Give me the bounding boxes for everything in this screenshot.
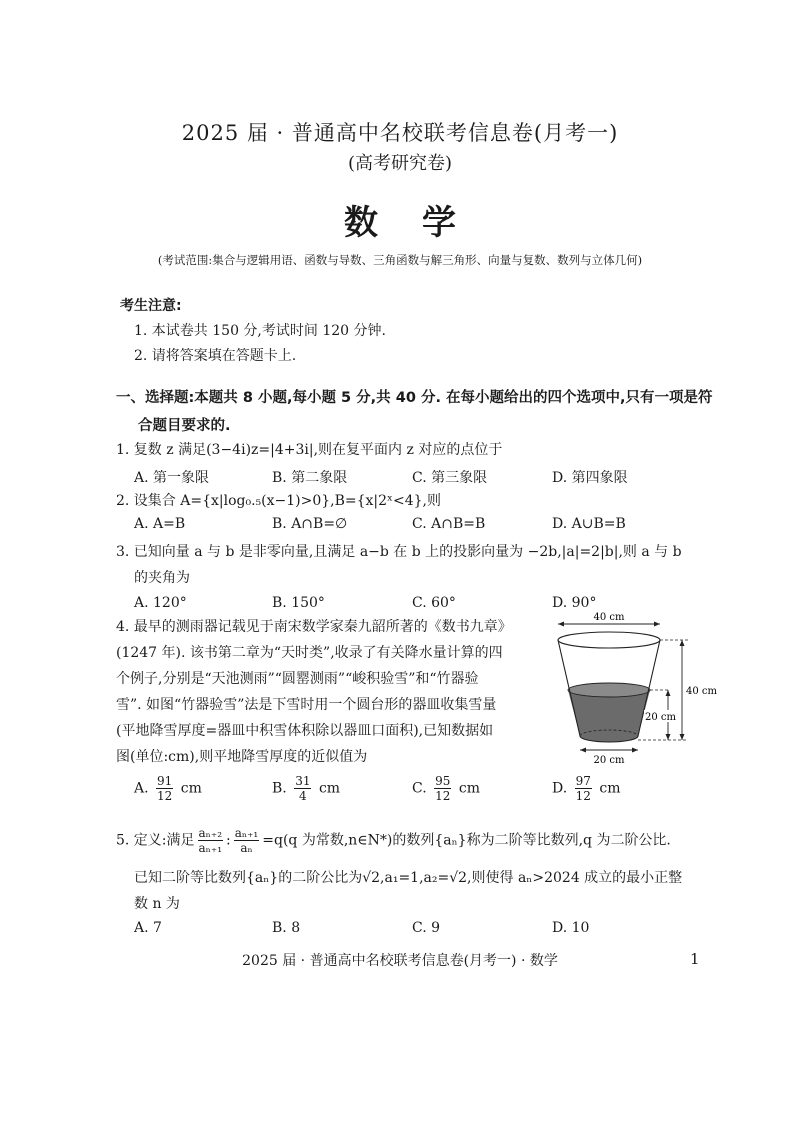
q2-option-a: A. A=B bbox=[134, 516, 186, 532]
numerator: 91 bbox=[157, 774, 173, 788]
notice-item-1: 1. 本试卷共 150 分,考试时间 120 分钟. bbox=[134, 323, 386, 339]
fraction bbox=[294, 774, 311, 803]
numerator: aₙ₊₁ bbox=[234, 826, 259, 840]
arrowhead bbox=[558, 622, 564, 627]
option-label: A. bbox=[134, 780, 149, 797]
q5-line2: 已知二阶等比数列{aₙ}的二阶公比为√2,a₁=1,a₂=√2,则使得 aₙ>2024 成立的最小正整 bbox=[134, 870, 683, 886]
q4-option-c bbox=[412, 774, 480, 803]
q3-line1: 3. 已知向量 a 与 b 是非零向量,且满足 a−b 在 b 上的投影向量为 −2b,|a|=2|b|,则 a 与 b bbox=[116, 544, 682, 560]
q4-option-b bbox=[272, 774, 340, 803]
q2-option-d: D. A∪B=B bbox=[552, 516, 626, 532]
q4-line: 4. 最早的测雨器记载见于南宋数学家秦九韶所著的《数书九章》 bbox=[116, 619, 512, 635]
q3-option-b: B. 150° bbox=[272, 595, 325, 611]
q4-line: 图(单位:cm),则平地降雪厚度的近似值为 bbox=[116, 749, 368, 765]
q5-prefix: 5. 定义:满足 bbox=[116, 832, 195, 849]
arrowhead bbox=[654, 622, 660, 627]
q1-option-d: D. 第四象限 bbox=[552, 470, 628, 486]
arrowhead bbox=[666, 690, 671, 696]
q3-option-a: A. 120° bbox=[134, 595, 187, 611]
q5-option-a: A. 7 bbox=[134, 920, 162, 936]
q5-option-d: D. 10 bbox=[552, 920, 590, 936]
q4-line: 个例子,分别是“天池测雨”“圆罂测雨”“峻积验雪”和“竹器验 bbox=[116, 671, 479, 687]
unit: cm bbox=[180, 780, 202, 797]
q5-line1 bbox=[116, 826, 671, 855]
q1-stem: 1. 复数 z 满足(3−4i)z=|4+3i|,则在复平面内 z 对应的点位于 bbox=[116, 442, 503, 458]
q2-stem: 2. 设集合 A={x|log₀.₅(x−1)>0},B={x|2ˣ<4},则 bbox=[116, 493, 441, 509]
fraction bbox=[434, 774, 451, 803]
exam-scope: (考试范围:集合与逻辑用语、函数与导数、三角函数与解三角形、向量与复数、数列与立体几何) bbox=[157, 253, 643, 267]
q4-stem bbox=[116, 614, 552, 770]
q4-option-a bbox=[134, 774, 202, 803]
section-heading-line1: 一、选择题:本题共 8 小题,每小题 5 分,共 40 分. 在每小题给出的四个选项中,只有一项是符 bbox=[116, 390, 713, 406]
unit: cm bbox=[458, 780, 480, 797]
q5-line3: 数 n 为 bbox=[134, 896, 180, 912]
q4-option-d bbox=[552, 774, 621, 803]
subject-title: 数学 bbox=[344, 203, 500, 243]
arrowhead bbox=[580, 748, 586, 753]
arrowhead bbox=[680, 734, 685, 740]
exam-title: 2025 届 · 普通高中名校联考信息卷(月考一) bbox=[181, 121, 619, 145]
snow-fill bbox=[568, 690, 650, 742]
top-diameter-label: 40 cm bbox=[593, 612, 625, 623]
numerator: 31 bbox=[295, 774, 311, 788]
q4-line: (1247 年). 该书第二章为“天时类”,收录了有关降水量计算的四 bbox=[116, 645, 503, 661]
denominator: aₙ₊₁ bbox=[198, 841, 223, 855]
arrowhead bbox=[632, 748, 638, 753]
q5-option-b: B. 8 bbox=[272, 920, 301, 936]
arrowhead bbox=[666, 734, 671, 740]
bottom-diameter-label: 20 cm bbox=[593, 755, 625, 766]
q2-option-b: B. A∩B=∅ bbox=[272, 516, 348, 532]
numerator: 95 bbox=[435, 774, 451, 788]
denominator: 4 bbox=[299, 789, 307, 803]
unit: cm bbox=[318, 780, 341, 797]
denominator: 12 bbox=[435, 789, 451, 803]
q4-line: (平地降雪厚度=器皿中积雪体积除以器皿口面积),已知数据如 bbox=[116, 723, 494, 739]
fraction bbox=[575, 774, 592, 803]
section-heading bbox=[116, 384, 716, 440]
q3-line2: 的夹角为 bbox=[134, 570, 190, 586]
q3-option-c: C. 60° bbox=[412, 595, 456, 611]
height-label: 40 cm bbox=[686, 686, 717, 697]
page-footer: 2025 届 · 普通高中名校联考信息卷(月考一) · 数学 bbox=[242, 953, 558, 969]
numerator: 97 bbox=[575, 774, 591, 788]
page-number: 1 bbox=[690, 950, 700, 968]
fraction bbox=[234, 826, 260, 855]
notice-item-2: 2. 请将答案填在答题卡上. bbox=[134, 348, 297, 364]
q1-option-c: C. 第三象限 bbox=[412, 470, 488, 486]
snow-bucket-figure bbox=[548, 610, 718, 766]
option-label: B. bbox=[272, 780, 287, 797]
q5-option-c: C. 9 bbox=[412, 920, 441, 936]
q4-line: 雪”. 如图“竹器验雪”法是下雪时用一个圆台形的器皿收集雪量 bbox=[116, 697, 497, 713]
q3-option-d: D. 90° bbox=[552, 595, 597, 611]
q2-option-c: C. A∩B=B bbox=[412, 516, 486, 532]
q1-option-a: A. 第一象限 bbox=[134, 470, 210, 486]
q1-option-b: B. 第二象限 bbox=[272, 470, 348, 486]
ratio-colon: : bbox=[226, 832, 231, 849]
q5-suffix: =q(q 为常数,n∈N*)的数列{aₙ}称为二阶等比数列,q 为二阶公比. bbox=[262, 832, 671, 849]
numerator: aₙ₊₂ bbox=[198, 826, 223, 840]
snow-surface bbox=[568, 683, 650, 697]
arrowhead bbox=[680, 640, 685, 646]
rim-ellipse bbox=[558, 632, 660, 648]
unit: cm bbox=[599, 780, 621, 797]
denominator: 12 bbox=[575, 789, 591, 803]
fraction bbox=[198, 826, 224, 855]
section-heading-line2: 合题目要求的. bbox=[138, 418, 231, 434]
snow-depth-label: 20 cm bbox=[645, 712, 676, 723]
fraction bbox=[156, 774, 173, 803]
notice-title: 考生注意: bbox=[120, 298, 182, 314]
denominator: 12 bbox=[157, 789, 173, 803]
option-label: C. bbox=[412, 780, 427, 797]
denominator: aₙ bbox=[240, 841, 253, 855]
exam-subtitle: (高考研究卷) bbox=[347, 153, 453, 174]
option-label: D. bbox=[552, 780, 568, 797]
